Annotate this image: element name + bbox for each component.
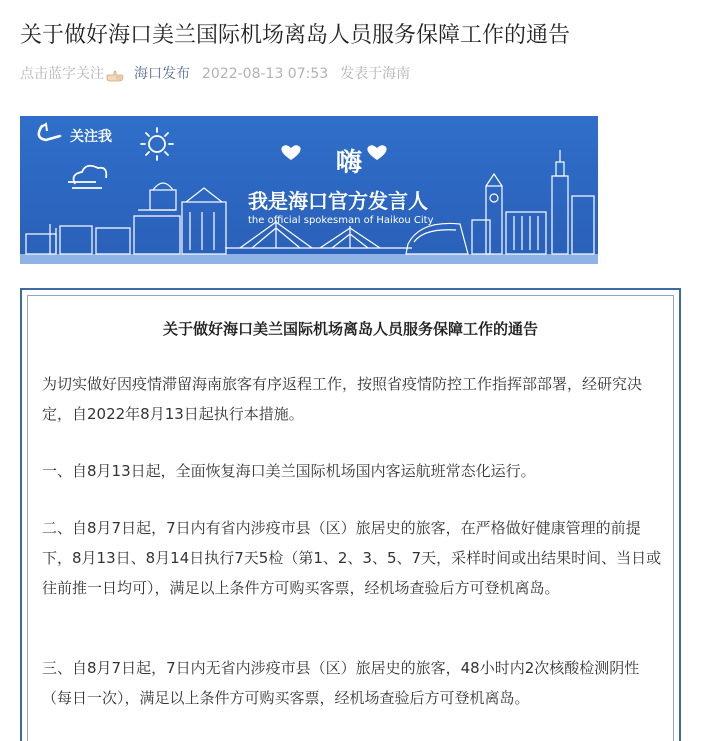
- publish-date: 2022-08-13 07:53: [202, 66, 329, 82]
- follow-hint-link[interactable]: 点击蓝字关注: [20, 66, 104, 82]
- publish-location: 发表于海南: [340, 66, 411, 82]
- follow-me-label: 关注我: [70, 129, 112, 145]
- header-banner: [20, 116, 598, 264]
- notice-title: 关于做好海口美兰国际机场离岛人员服务保障工作的通告: [162, 320, 538, 338]
- article-title: 关于做好海口美兰国际机场离岛人员服务保障工作的通告: [20, 23, 571, 48]
- pointing-hand-icon: [106, 67, 124, 81]
- notice-paragraph-intro: 为切实做好因疫情滞留海南旅客有序返程工作，按照省疫情防控工作指挥部部署，经研究决定，自2022年8月13日起执行本措施。: [42, 375, 643, 423]
- banner-slogan-english: the official spokesman of Haikou City: [248, 215, 434, 226]
- notice-paragraph-3: 三、自8月7日起，7日内无省内涉疫市县（区）旅居史的旅客，48小时内2次核酸检测阴性（每日一次），满足以上条件方可购买客票，经机场查验后方可登机离岛。: [42, 659, 640, 707]
- hai-character: 嗨: [336, 148, 363, 178]
- notice-box: [20, 288, 681, 741]
- article-meta: [20, 63, 410, 85]
- account-name-link[interactable]: 海口发布: [134, 66, 190, 82]
- notice-paragraph-2: 二、自8月7日起，7日内有省内涉疫市县（区）旅居史的旅客，在严格做好健康管理的前提下，8月13日、8月14日执行7天5检（第1、2、3、5、7天，采样时间或出结果时间、当日或往前推一日均可），满足以上条件方可购买客票，经机场查验后方可登机离岛。: [42, 519, 662, 597]
- notice-paragraph-1: 一、自8月13日起，全面恢复海口美兰国际机场国内客运航班常态化运行。: [42, 462, 536, 480]
- banner-slogan: 我是海口官方发言人: [248, 189, 428, 213]
- notice-inner-frame: [27, 295, 674, 741]
